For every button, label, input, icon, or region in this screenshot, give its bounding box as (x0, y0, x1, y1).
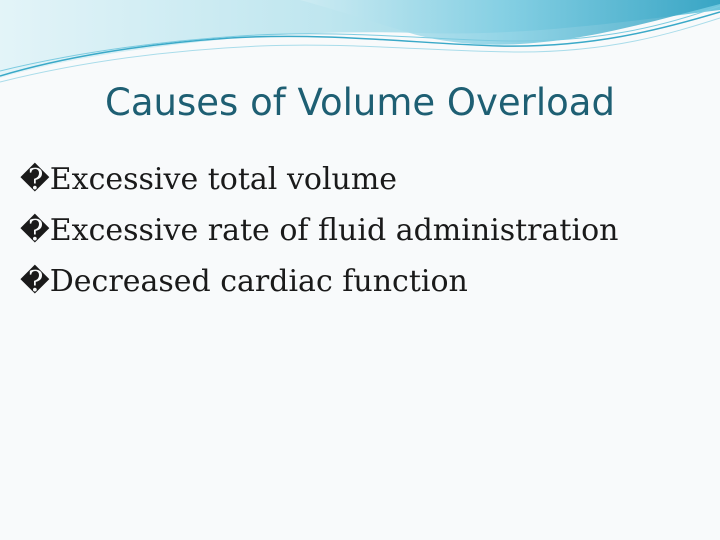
header-wave-decoration (0, 0, 720, 90)
bullet-item (20, 256, 618, 307)
bullet-text: Decreased cardiac function (49, 264, 468, 299)
bullet-list (20, 154, 618, 307)
bullet-text: Excessive rate of fluid administration (49, 213, 619, 248)
bullet-glyph-icon: � (20, 213, 50, 247)
bullet-item (20, 205, 618, 256)
bullet-text: Excessive total volume (49, 162, 398, 197)
bullet-glyph-icon: � (20, 162, 50, 196)
slide-title: Causes of Volume Overload (105, 81, 615, 124)
bullet-item (20, 154, 618, 205)
bullet-glyph-icon: � (20, 264, 50, 298)
